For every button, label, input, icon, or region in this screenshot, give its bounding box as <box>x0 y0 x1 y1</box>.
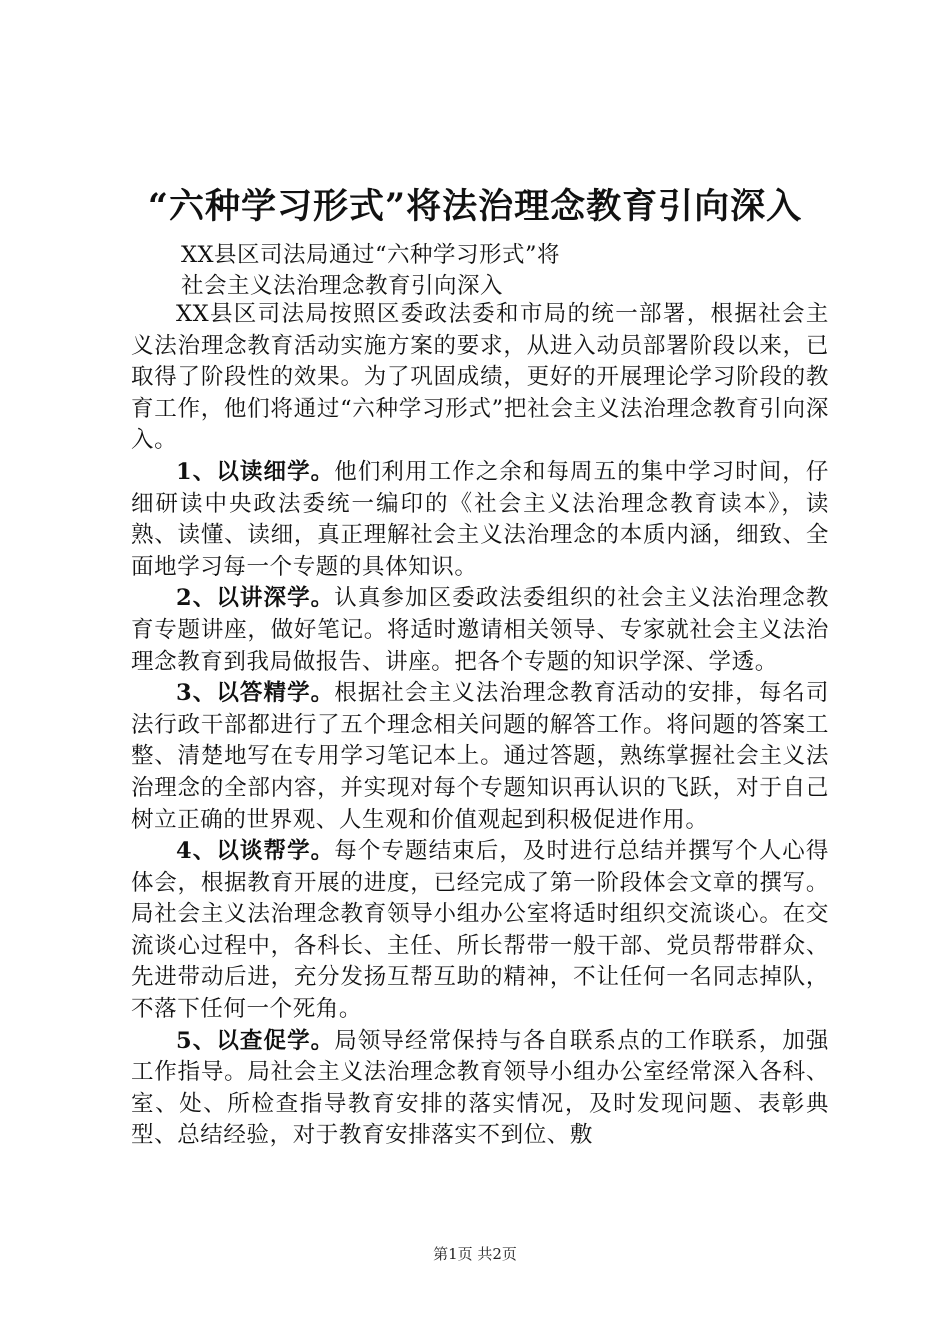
section-lead: 4、以谈帮学。 <box>176 838 335 865</box>
section-paragraph <box>131 836 829 1026</box>
subtitle-line-1: XX县区司法局通过“六种学习形式”将 <box>181 242 561 268</box>
section-lead: 5、以查促学。 <box>176 1027 335 1054</box>
section-paragraph <box>131 678 829 836</box>
section-paragraph <box>131 583 829 678</box>
subtitle-line-2: 社会主义法治理念教育引向深入 <box>181 273 504 299</box>
section-text: 认真参加区委政法委组织的社会主义法治理念教育专题讲座，做好笔记。将适时邀请相关领导、专家就社会主义法治理念教育到我局做报告、讲座。把各个专题的知识学深、学透。 <box>131 585 829 675</box>
section-text: 他们利用工作之余和每周五的集中学习时间，仔细研读中央政法委统一编印的《社会主义法治理念教育读本》，读熟、读懂、读细，真正理解社会主义法治理念的本质内涵，细致、全面地学习每一个专题的具体知识。 <box>131 458 829 580</box>
intro-paragraph: XX县区司法局按照区委政法委和市局的统一部署，根据社会主义法治理念教育活动实施方案的要求，从进入动员部署阶段以来，已取得了阶段性的效果。为了巩固成绩，更好的开展理论学习阶段的教育工作，他们将通过“六种学习形式”把社会主义法治理念教育引向深入。 <box>131 301 829 454</box>
section-lead: 1、以读细学。 <box>176 458 335 485</box>
section-lead: 2、以讲深学。 <box>176 585 335 612</box>
section-text: 根据社会主义法治理念教育活动的安排，每名司法行政干部都进行了五个理念相关问题的解答工作。将问题的答案工整、清楚地写在专用学习笔记本上。通过答题，熟练掌握社会主义法治理念的全部内容，并实现对每个专题知识再认识的飞跃，对于自己树立正确的世界观、人生观和价值观起到积极促进作用。 <box>131 680 829 833</box>
page-footer: 第1页 共2页 <box>433 1245 517 1263</box>
document-title: “六种学习形式”将法治理念教育引向深入 <box>147 186 803 227</box>
section-text: 每个专题结束后，及时进行总结并撰写个人心得体会，根据教育开展的进度，已经完成了第一阶段体会文章的撰写。局社会主义法治理念教育领导小组办公室将适时组织交流谈心。在交流谈心过程中，各科长、主任、所长帮带一般干部、党员帮带群众、先进带动后进，充分发扬互帮互助的精神，不让任何一名同志掉队，不落下任何一个死角。 <box>131 838 829 1023</box>
section-text: 局领导经常保持与各自联系点的工作联系，加强工作指导。局社会主义法治理念教育领导小组办公室经常深入各科、室、处、所检查指导教育安排的落实情况，及时发现问题、表彰典型、总结经验，对于教育安排落实不到位、敷 <box>131 1027 829 1149</box>
section-paragraph <box>131 457 829 583</box>
section-lead: 3、以答精学。 <box>176 680 335 707</box>
section-paragraph <box>131 1026 829 1152</box>
document-body <box>131 299 829 1152</box>
